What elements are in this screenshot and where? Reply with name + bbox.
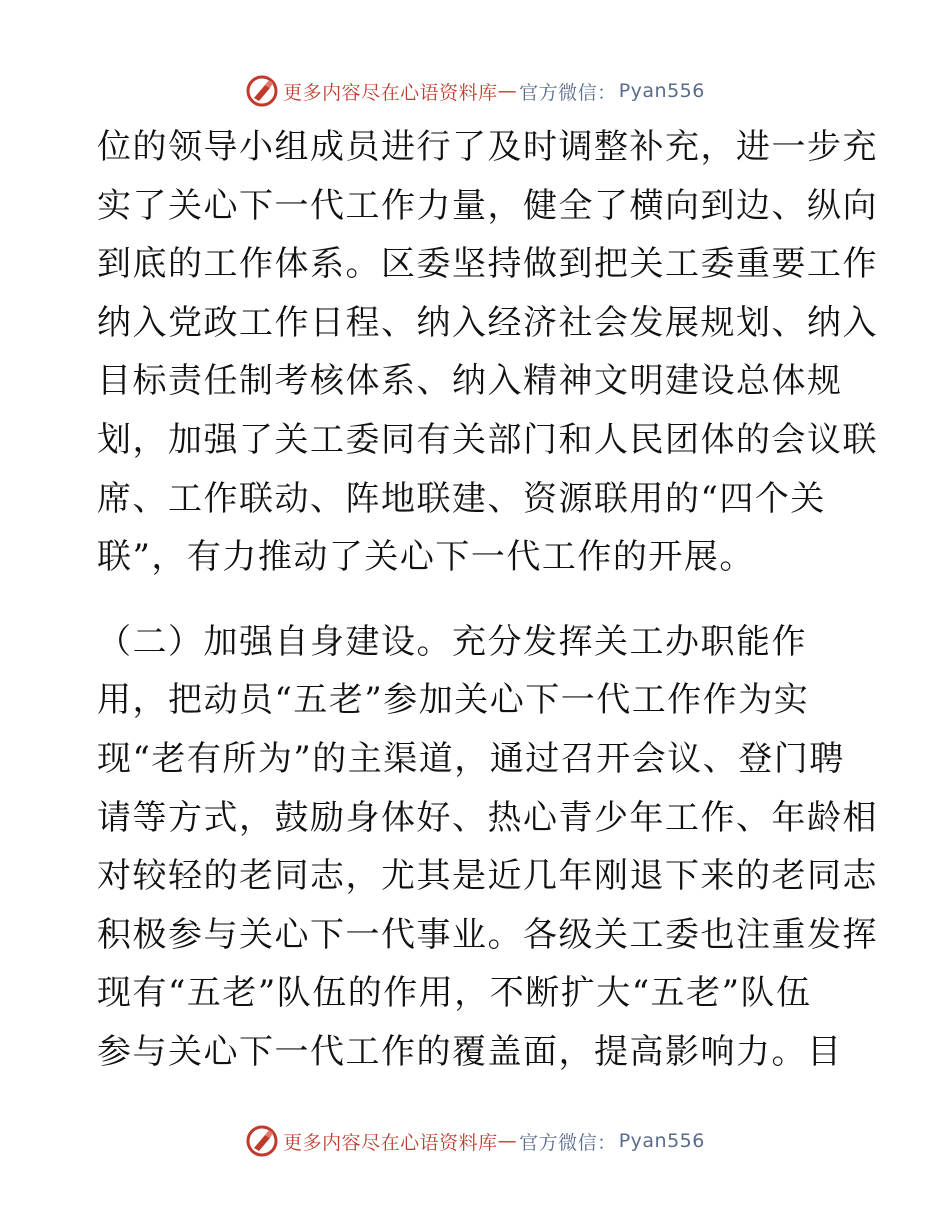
text-line: 席、工作联动、阵地联建、资源联用的“四个关: [97, 478, 826, 519]
watermark-dash: —: [497, 1130, 518, 1152]
watermark-text: 更多内容尽在心语资料库: [283, 1131, 498, 1154]
wechat-label: 官方微信：: [519, 1131, 617, 1154]
paragraph-1: [97, 118, 878, 587]
text-line: 位的领导小组成员进行了及时调整补充，进一步充: [97, 127, 878, 167]
logo-icon: [245, 74, 279, 108]
text-line: 参与关心下一代工作的覆盖面，提高影响力。目: [97, 1031, 843, 1072]
logo-icon: [245, 1124, 279, 1158]
watermark-dash: —: [497, 80, 518, 102]
wechat-id: Pyan556: [618, 80, 705, 102]
text-line: 联”，有力推动了关心下一代工作的开展。: [97, 537, 755, 578]
text-line: 现“老有所为”的主渠道，通过召开会议、登门聘: [97, 738, 845, 779]
text-line: 目标责任制考核体系、纳入精神文明建设总体规: [97, 361, 843, 402]
wechat-label: 官方微信：: [519, 81, 617, 104]
header-watermark: [0, 74, 950, 108]
text-line: 积极参与关心下一代事业。各级关工委也注重发挥: [97, 914, 878, 955]
text-line: 纳入党政工作日程、纳入经济社会发展规划、纳入: [97, 302, 878, 343]
text-line: 用，把动员“五老”参加关心下一代工作作为实: [97, 680, 810, 721]
watermark-text: 更多内容尽在心语资料库: [283, 81, 498, 104]
footer-watermark: [0, 1124, 950, 1158]
document-body: [97, 118, 878, 1082]
text-line: （二）加强自身建设。充分发挥关工办职能作: [97, 621, 807, 662]
text-line: 对较轻的老同志，尤其是近几年刚退下来的老同志: [97, 856, 878, 897]
paragraph-2: [97, 613, 878, 1082]
text-line: 现有“五老”队伍的作用，不断扩大“五老”队伍: [97, 973, 812, 1014]
text-line: 实了关心下一代工作力量，健全了横向到边、纵向: [97, 185, 878, 226]
wechat-id: Pyan556: [618, 1130, 705, 1152]
text-line: 到底的工作体系。区委坚持做到把关工委重要工作: [97, 244, 878, 285]
text-line: 请等方式，鼓励身体好、热心青少年工作、年龄相: [97, 797, 878, 838]
text-line: 划，加强了关工委同有关部门和人民团体的会议联: [97, 419, 878, 460]
paragraph-gap: [97, 587, 857, 613]
